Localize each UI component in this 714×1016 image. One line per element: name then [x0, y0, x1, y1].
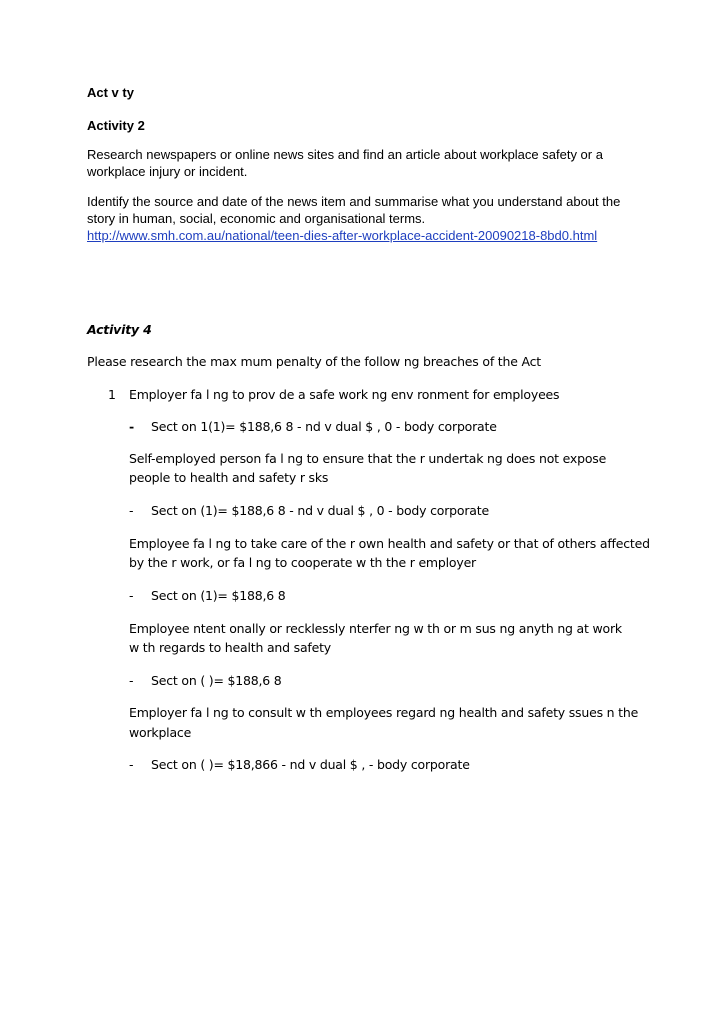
dash-bullet: - — [129, 419, 134, 434]
dash-bullet: - — [129, 673, 134, 688]
breach-description: Self-employed person fa l ng to ensure that the r undertak ng does not expose — [129, 451, 607, 466]
breach-description: Employee ntent onally or recklessly nterfer ng w th or m sus ng anyth ng at work — [129, 621, 622, 636]
breach-description: w th regards to health and safety — [129, 640, 331, 655]
penalty-line: Sect on (1)= $188,6 8 — [151, 588, 286, 603]
breach-description: people to health and safety r sks — [129, 470, 329, 485]
breach-description: Employer fa l ng to prov de a safe work ng env ronment for employees — [129, 387, 560, 402]
activity-4-title: Activity 4 — [87, 322, 152, 337]
breach-description: Employer fa l ng to consult w th employees regard ng health and safety ssues n the — [129, 705, 639, 720]
activity-4-intro: Please research the max mum penalty of the follow ng breaches of the Act — [87, 354, 541, 369]
dash-bullet: - — [129, 757, 134, 772]
penalty-line: Sect on ( )= $18,866 - nd v dual $ , - body corporate — [151, 757, 470, 772]
news-article-link[interactable]: http://www.smh.com.au/national/teen-dies-after-workplace-accident-20090218-8bd0.html — [87, 228, 598, 243]
penalty-line: Sect on 1(1)= $188,6 8 - nd v dual $ , 0 - body corporate — [151, 419, 497, 434]
activity-2-paragraph-line: story in human, social, economic and organisational terms. — [87, 211, 426, 226]
dash-bullet: - — [129, 503, 134, 518]
breach-description: Employee fa l ng to take care of the r own health and safety or that of others affected — [129, 536, 650, 551]
activity-2-title: Activity 2 — [87, 118, 145, 133]
breach-description: by the r work, or fa l ng to cooperate w th the r employer — [129, 555, 476, 570]
breach-description: workplace — [129, 725, 192, 740]
dash-bullet: - — [129, 588, 134, 603]
penalty-line: Sect on (1)= $188,6 8 - nd v dual $ , 0 - body corporate — [151, 503, 489, 518]
activity-2-paragraph-line: Research newspapers or online news sites and find an article about workplace safety or a — [87, 147, 603, 162]
list-item-number: 1 — [108, 387, 116, 402]
activity-2-paragraph-line: Identify the source and date of the news item and summarise what you understand about the — [87, 194, 621, 209]
penalty-line: Sect on ( )= $188,6 8 — [151, 673, 282, 688]
section-heading: Act v ty — [87, 85, 134, 100]
activity-2-paragraph-line: workplace injury or incident. — [87, 164, 248, 179]
